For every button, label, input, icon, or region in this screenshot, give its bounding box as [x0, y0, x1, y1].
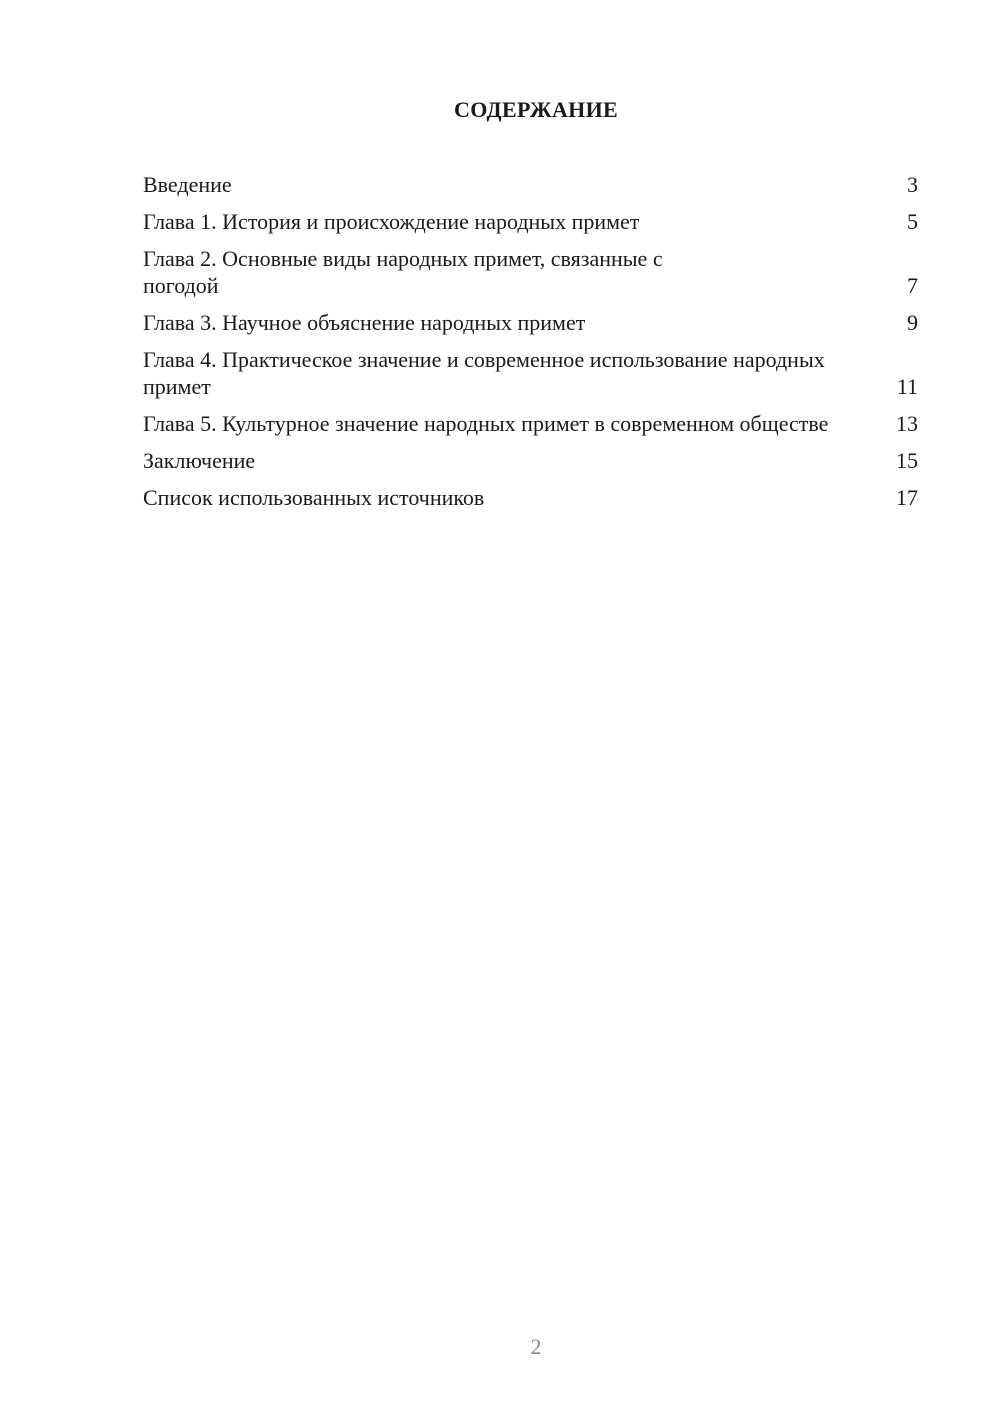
toc-entry-chapter-3[interactable]: [143, 309, 918, 336]
toc-entry-page: 15: [896, 448, 918, 473]
toc-entry-label: Глава 3. Научное объяснение народных примет: [143, 310, 586, 335]
toc-entry-references[interactable]: [143, 484, 918, 511]
toc-entry-chapter-2[interactable]: [143, 245, 918, 299]
toc-entry-label: Глава 1. История и происхождение народных примет: [143, 209, 640, 234]
table-of-contents: [143, 171, 918, 521]
toc-entry-chapter-4[interactable]: [143, 346, 918, 400]
toc-entry-label: Глава 4. Практическое значение и современное использование народных примет: [143, 347, 825, 399]
toc-entry-conclusion[interactable]: [143, 447, 918, 474]
toc-entry-label: Глава 5. Культурное значение народных примет в современном обществе: [143, 411, 829, 436]
toc-entry-label: Заключение: [143, 448, 256, 473]
toc-entry-page: 3: [907, 172, 918, 197]
toc-entry-page: 9: [907, 310, 918, 335]
toc-entry-label: Глава 2. Основные виды народных примет, связанные с погодой: [143, 246, 663, 298]
toc-entry-chapter-5[interactable]: [143, 410, 918, 437]
toc-entry-page: 11: [896, 374, 918, 399]
toc-entry-page: 7: [907, 273, 918, 298]
page-title: СОДЕРЖАНИЕ: [454, 97, 618, 122]
toc-entry-introduction[interactable]: [143, 171, 918, 198]
toc-entry-chapter-1[interactable]: [143, 208, 918, 235]
toc-entry-page: 17: [896, 485, 918, 510]
toc-entry-page: 13: [896, 411, 918, 436]
toc-entry-label: Список использованных источников: [143, 485, 485, 510]
toc-entry-label: Введение: [143, 172, 232, 197]
page-number: 2: [530, 1334, 542, 1359]
toc-entry-page: 5: [907, 209, 918, 234]
